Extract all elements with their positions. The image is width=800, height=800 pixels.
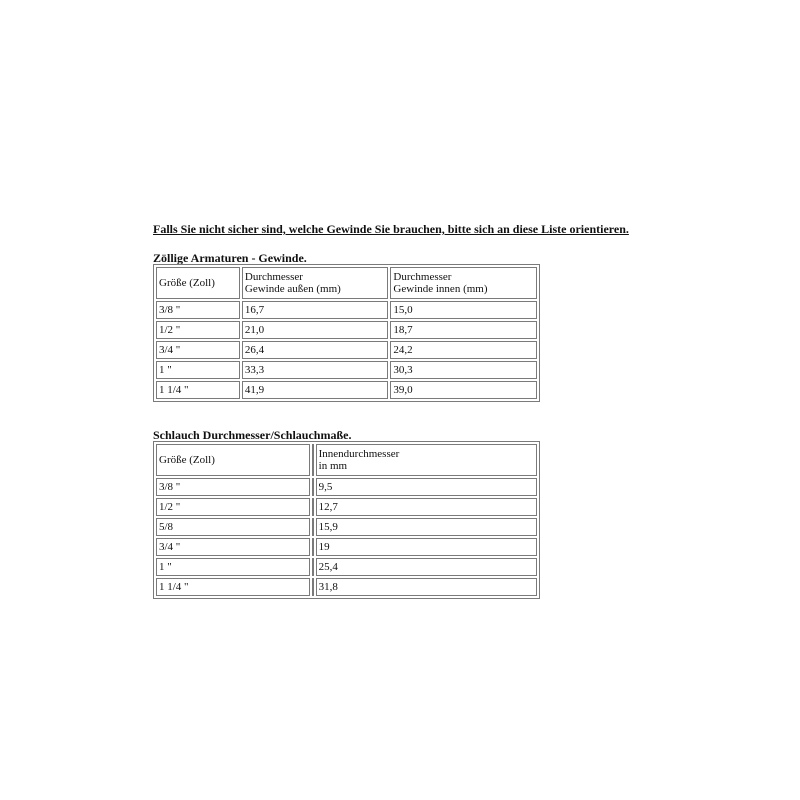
header-inner-diameter-line1: Durchmesser	[393, 271, 452, 283]
cell-size: 3/4 "	[156, 538, 310, 556]
cell-size: 3/4 "	[156, 341, 240, 359]
cell-inner-diameter: 9,5	[316, 478, 537, 496]
spacer-cell	[312, 558, 314, 576]
header-outer-diameter	[242, 267, 389, 299]
table-row	[156, 361, 537, 379]
cell-inner-diameter: 12,7	[316, 498, 537, 516]
spacer-cell	[312, 478, 314, 496]
intro-text: Falls Sie nicht sicher sind, welche Gewinde Sie brauchen, bitte sich an diese Liste orientieren.	[153, 222, 629, 236]
table2-caption: Schlauch Durchmesser/Schlauchmaße.	[153, 428, 352, 442]
cell-size: 1/2 "	[156, 321, 240, 339]
header-size	[156, 267, 240, 299]
table-header-row	[156, 444, 537, 476]
spacer-cell	[312, 498, 314, 516]
header-inner-diameter	[390, 267, 537, 299]
cell-outer-diameter: 33,3	[242, 361, 389, 379]
thread-size-table	[153, 264, 540, 402]
cell-outer-diameter: 21,0	[242, 321, 389, 339]
header-outer-diameter-line1: Durchmesser	[244, 271, 303, 283]
cell-size: 1 1/4 "	[156, 578, 310, 596]
header-size-label: Größe (Zoll)	[159, 454, 215, 466]
cell-size: 3/8 "	[156, 478, 310, 496]
cell-inner-diameter: 31,8	[316, 578, 537, 596]
table-row	[156, 321, 537, 339]
spacer-cell	[312, 444, 314, 476]
header-outer-diameter-line2: Gewinde außen (mm)	[244, 283, 341, 295]
table-row	[156, 558, 537, 576]
table-row	[156, 578, 537, 596]
header-inner-diameter-line2: Gewinde innen (mm)	[393, 283, 488, 295]
header-inner-diameter-line2: in mm	[318, 460, 348, 472]
table-row	[156, 381, 537, 399]
cell-inner-diameter: 39,0	[390, 381, 537, 399]
cell-size: 3/8 "	[156, 301, 240, 319]
header-inner-diameter	[316, 444, 537, 476]
cell-size: 1 1/4 "	[156, 381, 240, 399]
table-row	[156, 478, 537, 496]
table-row	[156, 498, 537, 516]
header-size	[156, 444, 310, 476]
cell-inner-diameter: 25,4	[316, 558, 537, 576]
cell-inner-diameter: 15,9	[316, 518, 537, 536]
cell-size: 1/2 "	[156, 498, 310, 516]
table-header-row	[156, 267, 537, 299]
cell-outer-diameter: 26,4	[242, 341, 389, 359]
cell-size: 1 "	[156, 361, 240, 379]
cell-inner-diameter: 24,2	[390, 341, 537, 359]
cell-outer-diameter: 41,9	[242, 381, 389, 399]
cell-outer-diameter: 16,7	[242, 301, 389, 319]
cell-inner-diameter: 30,3	[390, 361, 537, 379]
header-inner-diameter-line1: Innendurchmesser	[318, 448, 400, 460]
spacer-cell	[312, 538, 314, 556]
table-row	[156, 341, 537, 359]
cell-size: 1 "	[156, 558, 310, 576]
hose-diameter-table	[153, 441, 540, 599]
cell-inner-diameter: 19	[316, 538, 537, 556]
table1-caption: Zöllige Armaturen - Gewinde.	[153, 251, 307, 265]
cell-inner-diameter: 15,0	[390, 301, 537, 319]
cell-inner-diameter: 18,7	[390, 321, 537, 339]
table-row	[156, 538, 537, 556]
spacer-cell	[312, 518, 314, 536]
header-size-label: Größe (Zoll)	[159, 277, 215, 289]
spacer-cell	[312, 578, 314, 596]
table-row	[156, 301, 537, 319]
cell-size: 5/8	[156, 518, 310, 536]
table-row	[156, 518, 537, 536]
